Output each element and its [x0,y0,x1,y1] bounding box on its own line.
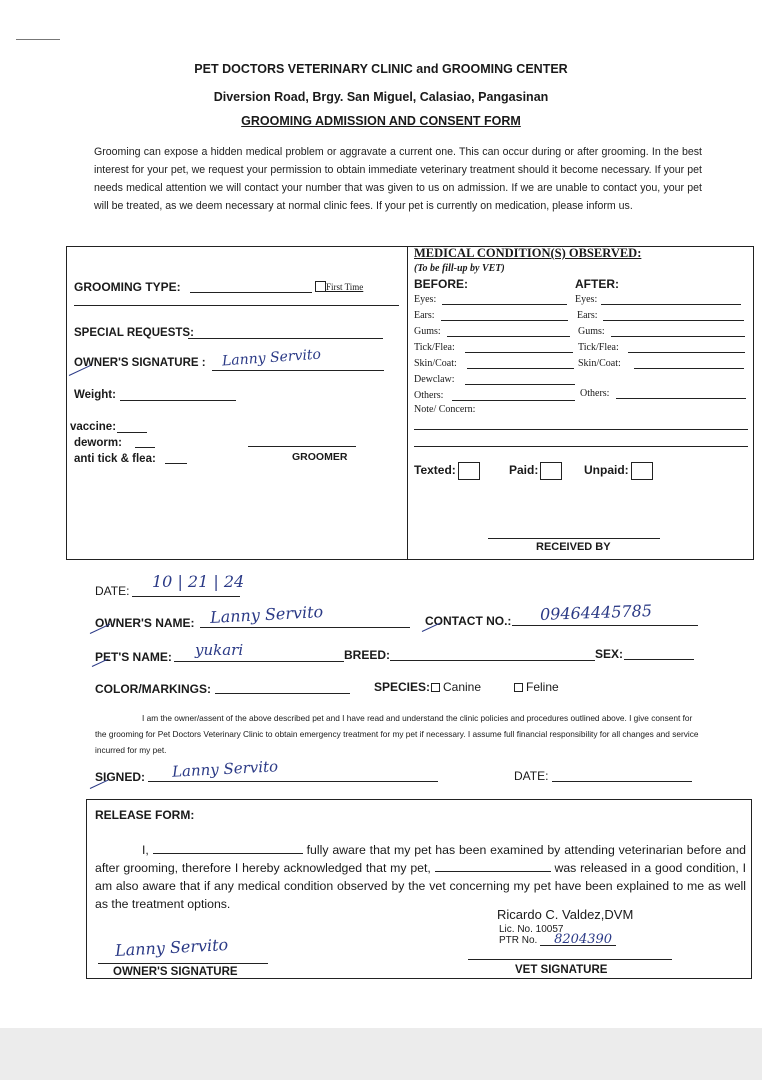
owner-signature-value: Lanny Servito [221,346,322,370]
special-requests-label: SPECIAL REQUESTS: [74,327,194,339]
deworm-field[interactable] [135,447,155,448]
signed-value: Lanny Servito [171,757,279,781]
owner-name-value: Lanny Servito [209,602,324,627]
anti-tick-field[interactable] [165,463,187,464]
release-owner-signature-line[interactable] [98,963,268,964]
clinic-address: Diversion Road, Brgy. San Miguel, Calasiao, Pangasinan [213,90,549,104]
unpaid-checkbox[interactable] [631,462,653,480]
texted-label-text: Texted: [414,463,456,478]
release-paragraph [95,841,746,913]
before-ears-label: Ears: [414,310,435,321]
vet-ptr-label: PTR No. [499,935,538,946]
before-skincoat-field[interactable] [467,368,574,369]
sex-field[interactable] [624,659,694,660]
vet-ptr-value: 8204390 [540,935,616,946]
vet-ptr [499,932,616,947]
before-others-field[interactable] [452,400,575,401]
color-markings-label: COLOR/MARKINGS: [95,682,211,696]
weight-label: Weight: [74,389,116,401]
paid-label [509,462,562,480]
groomer-signature-line[interactable] [248,446,356,447]
date-value: 10 | 21 | 24 [152,572,245,591]
consent-date-field[interactable] [552,781,692,782]
after-tickflea-label: Tick/Flea: [578,342,619,353]
panel-divider [407,246,408,559]
grooming-type-field[interactable] [190,292,312,293]
feline-option[interactable] [514,680,559,694]
after-others-label: Others: [580,388,610,399]
owner-name-field[interactable] [200,627,410,628]
signed-label: SIGNED: [95,770,146,784]
canine-option[interactable] [431,680,481,694]
owner-name-label: OWNER'S NAME: [95,616,195,630]
signed-field[interactable] [148,781,438,782]
paid-checkbox[interactable] [540,462,562,480]
after-eyes-field[interactable] [601,304,741,305]
before-gums-label: Gums: [414,326,441,337]
release-owner-signature-label: OWNER'S SIGNATURE [113,966,238,978]
medical-condition-title: MEDICAL CONDITION(S) OBSERVED: [414,246,642,260]
before-gums-field[interactable] [447,336,570,337]
consent-date-label: DATE: [514,769,549,783]
note-line-1[interactable] [414,429,748,430]
before-skincoat-label: Skin/Coat: [414,358,457,369]
release-name-field[interactable] [153,842,303,854]
before-eyes-label: Eyes: [414,294,437,305]
after-ears-field[interactable] [603,320,744,321]
clinic-name: PET DOCTORS VETERINARY CLINIC and GROOMING CENTER [194,62,568,76]
date-field[interactable] [132,596,240,597]
pet-name-value: yukari [195,641,244,659]
first-time-checkbox[interactable] [315,281,326,292]
before-tickflea-label: Tick/Flea: [414,342,455,353]
canine-label: Canine [443,680,482,694]
paid-label-text: Paid: [509,463,539,478]
after-label: AFTER: [575,277,619,291]
after-gums-field[interactable] [611,336,745,337]
before-eyes-field[interactable] [442,304,567,305]
contact-field[interactable] [512,625,698,626]
after-ears-label: Ears: [577,310,598,321]
release-text-part2: was released in a good condition, I am also aware that if any medical condition observed by the vet concerning my pet have been explained to me as well as the treatment options. [95,861,747,911]
after-skincoat-label: Skin/Coat: [578,358,621,369]
consent-text: I am the owner/assent of the above described pet and I have read and understand the clinic policies and procedures outlined above. I give consent for the grooming for Pet Doctors Veterinary Clinic to obtain emergency treatment for my pet if necessary. I assume full financial responsibility for all changes and service incurred for my pet. [95,713,699,755]
color-markings-field[interactable] [215,693,350,694]
intro-paragraph: Grooming can expose a hidden medical problem or aggravate a current one. This can occur during or after grooming. In the best interest for your pet, we request your permission to obtain immediate veterinary treatment should it become necessary. If your pet needs medical attention we will contact your number that was given to us on admission. If we are unable to contact you, your pet will be treated, as we deem necessary at normal clinic fees. If your pet is currently on medication, please inform us. [94,146,702,212]
pet-name-label: PET'S NAME: [95,650,172,664]
note-concern-label: Note/ Concern: [414,404,476,415]
grooming-type-field-2[interactable] [74,305,399,306]
before-tickflea-field[interactable] [465,352,573,353]
after-skincoat-field[interactable] [634,368,744,369]
after-eyes-label: Eyes: [575,294,598,305]
scan-background [0,1028,762,1080]
owner-signature-label: OWNER'S SIGNATURE : [74,357,206,369]
received-by-label: RECEIVED BY [536,541,611,553]
before-ears-field[interactable] [441,320,568,321]
special-requests-field[interactable] [188,338,383,339]
before-label: BEFORE: [414,277,468,291]
unpaid-label-text: Unpaid: [584,463,629,478]
after-others-field[interactable] [616,398,746,399]
breed-field[interactable] [390,660,595,661]
after-gums-label: Gums: [578,326,605,337]
anti-tick-label: anti tick & flea: [74,453,156,465]
vet-name: Ricardo C. Valdez,DVM [497,907,634,922]
vaccine-label: vaccine: [70,421,117,433]
before-dewclaw-label: Dewclaw: [414,374,455,385]
form-title: GROOMING ADMISSION AND CONSENT FORM [241,114,521,128]
medical-condition-subtitle: (To be fill-up by VET) [414,263,505,274]
date-label: DATE: [95,584,130,598]
received-by-line[interactable] [488,538,660,539]
unpaid-label [584,462,653,480]
weight-field[interactable] [120,400,236,401]
before-others-label: Others: [414,390,444,401]
deworm-label: deworm: [74,437,122,449]
feline-label: Feline [526,680,559,694]
before-dewclaw-field[interactable] [465,384,575,385]
species-label: SPECIES: [374,680,431,694]
owner-signature-field[interactable] [212,370,384,371]
release-pet-field[interactable] [435,860,551,872]
release-form-title: RELEASE FORM: [95,808,195,822]
release-i-label: I, [142,843,149,857]
sex-label: SEX: [595,647,624,661]
pet-name-field[interactable] [174,661,344,662]
release-text-part1: fully aware that my pet has been examined by attending veterinarian before and after grooming, therefore I hereby acknowledged that my pet, [95,843,747,875]
canine-checkbox[interactable] [431,683,440,692]
vet-signature-label: VET SIGNATURE [515,964,608,976]
breed-label: BREED: [344,648,391,662]
groomer-label: GROOMER [292,451,348,463]
contact-label: CONTACT NO.: [425,614,512,628]
vaccine-field[interactable] [117,432,147,433]
vet-lic-no: Lic. No. 10057 [499,924,564,935]
first-time-label: First Time [326,282,364,292]
release-owner-signature-value: Lanny Servito [114,935,229,960]
feline-checkbox[interactable] [514,683,523,692]
after-tickflea-field[interactable] [628,352,745,353]
grooming-type-label: GROOMING TYPE: [74,280,181,294]
note-line-2[interactable] [414,446,748,447]
scan-mark [16,39,60,40]
vet-signature-line[interactable] [468,959,672,960]
contact-value: 09464445785 [539,601,653,624]
texted-checkbox[interactable] [458,462,480,480]
texted-label [414,462,480,480]
